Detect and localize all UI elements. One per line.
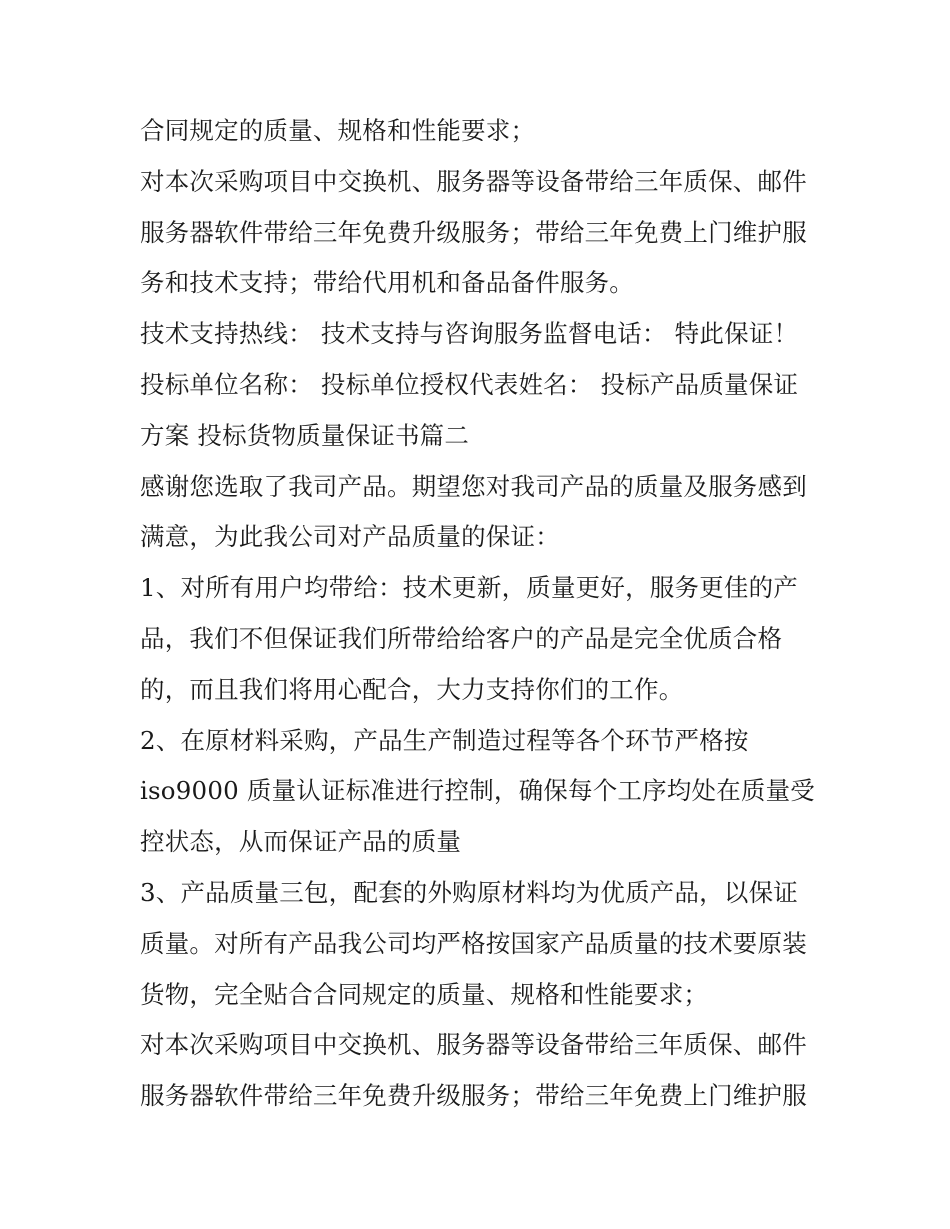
text-line: iso9000 质量认证标准进行控制，确保每个工序均处在质量受 <box>140 776 815 806</box>
text-line: 3、产品质量三包，配套的外购原材料均为优质产品，以保证 <box>140 877 798 907</box>
text-line: 投标单位名称： 投标单位授权代表姓名： 投标产品质量保证 <box>140 369 799 399</box>
document-body <box>140 106 830 1122</box>
text-line: 货物，完全贴合合同规定的质量、规格和性能要求； <box>140 979 709 1009</box>
text-line: 合同规定的质量、规格和性能要求； <box>140 116 536 145</box>
text-line: 对本次采购项目中交换机、服务器等设备带给三年质保、邮件 <box>140 1030 807 1060</box>
text-line: 品，我们不但保证我们所带给给客户的产品是完全优质合格 <box>140 623 783 653</box>
text-line: 1、对所有用户均带给：技术更新，质量更好，服务更佳的产 <box>140 573 798 603</box>
text-line: 感谢您选取了我司产品。期望您对我司产品的质量及服务感到 <box>140 471 807 501</box>
text-line: 控状态，从而保证产品的质量 <box>140 827 462 857</box>
text-line: 方案 投标货物质量保证书篇二 <box>140 420 470 450</box>
text-line: 技术支持热线： 技术支持与咨询服务监督电话： 特此保证！ <box>140 319 799 349</box>
text-line: 满意，为此我公司对产品质量的保证： <box>140 522 560 552</box>
text-line: 服务器软件带给三年免费升级服务；带给三年免费上门维护服 <box>140 217 807 247</box>
text-line: 对本次采购项目中交换机、服务器等设备带给三年质保、邮件 <box>140 166 807 196</box>
text-line: 2、在原材料采购，产品生产制造过程等各个环节严格按 <box>140 725 749 755</box>
text-line: 的，而且我们将用心配合，大力支持你们的工作。 <box>140 674 684 704</box>
text-line: 务和技术支持；带给代用机和备品备件服务。 <box>140 268 634 298</box>
text-line: 质量。对所有产品我公司均严格按国家产品质量的技术要原装 <box>140 928 807 958</box>
text-line: 服务器软件带给三年免费升级服务；带给三年免费上门维护服 <box>140 1081 807 1111</box>
